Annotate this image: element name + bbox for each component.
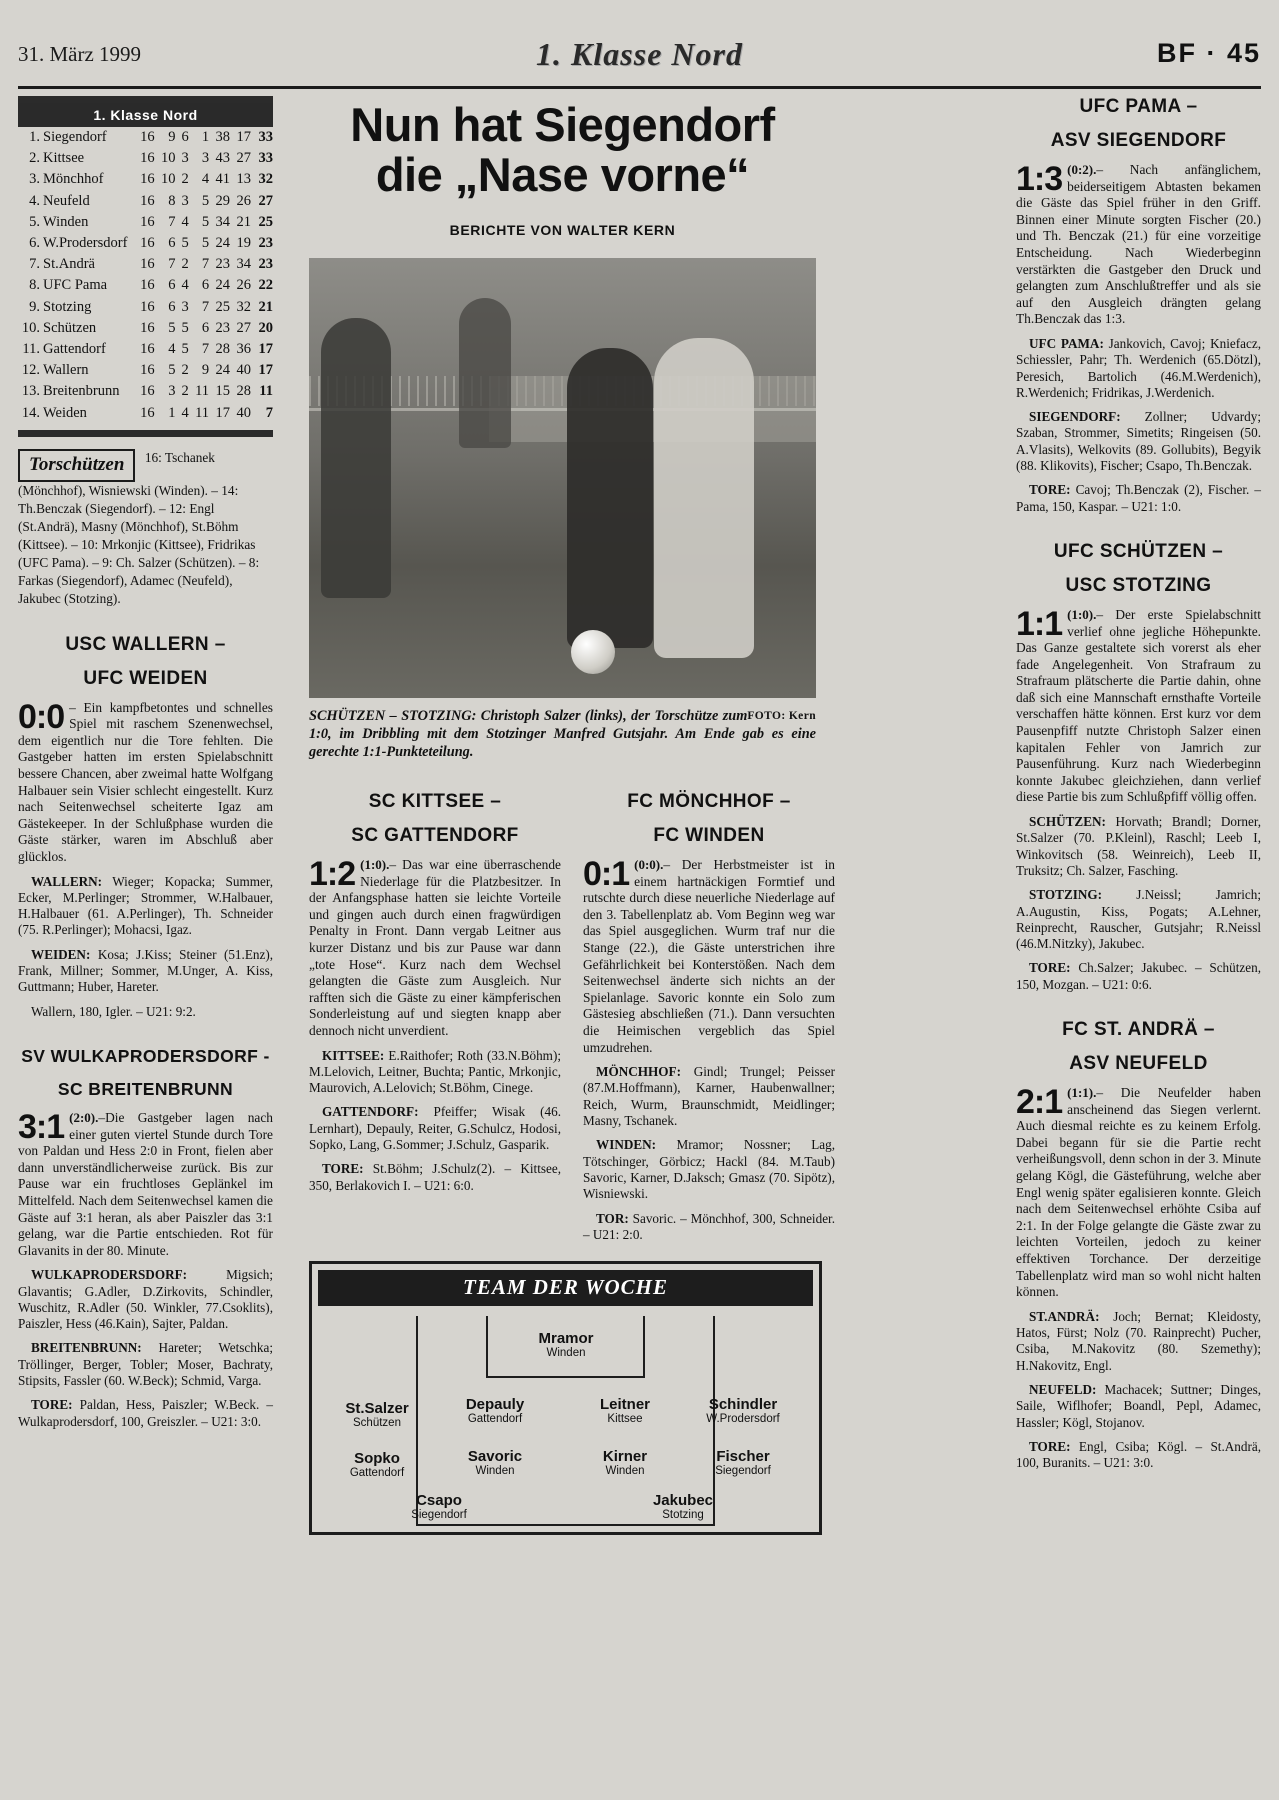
byline: BERICHTE VON WALTER KERN <box>449 222 676 238</box>
lineup-stotzing <box>1016 887 1261 952</box>
goals-text-wulka: Paldan, Hess, Paiszler; W.Beck. – Wulkaprodersdorf, 100, Greiszler. – U21: 3:0. <box>18 1397 274 1429</box>
player-club: Siegendorf <box>715 1465 771 1478</box>
table-row: 13. Breitenbrunn 16 3 2 11 15 28 11 <box>21 383 273 400</box>
score-standrae-neufeld: 2:1 <box>1016 1083 1063 1121</box>
player-club: Winden <box>546 1347 586 1360</box>
lineup-text-breitenbrunn: Hareter; Wetschka; Tröllinger, Berger, Tobler; Moser, Bachraty, Stipsits, Fassler (60. W.Beck); Schmid, Varga. <box>18 1340 273 1389</box>
lineup-label-stotzing: STOTZING: <box>1029 887 1103 903</box>
lineup-gattendorf <box>309 1104 561 1153</box>
player-club: Gattendorf <box>349 1467 405 1480</box>
lineup-pama <box>1016 336 1261 401</box>
goals-text-pama: Cavoj; Th.Benczak (2), Fischer. – Pama, 150, Kaspar. – U21: 1:0. <box>1016 482 1261 514</box>
lineup-wallern <box>18 874 273 939</box>
halftime-kittsee-gattendorf: (1:0). <box>360 857 390 872</box>
player-name: Kirner <box>602 1448 648 1466</box>
divider-standings-bottom <box>18 430 273 437</box>
lineup-label-wallern: WALLERN: <box>31 873 103 889</box>
lineup-wulkaprodersdorf <box>18 1267 273 1332</box>
match-home-kittsee: SC KITTSEE – <box>368 791 502 812</box>
lineup-text-neufeld: Machacek; Suttner; Dinges, Saile, Wiflhofer; Boandl, Pepl, Adamec, Hassler; Kögl, Stojanov. <box>1016 1381 1261 1430</box>
match-home-wallern: USC WALLERN – <box>65 633 226 655</box>
lineup-text-schuetzen: Horvath; Brandl; Dorner, St.Salzer (70. P.Kleinl), Raschl; Leeb I, Winkovitsch (58. Weinreich), Leeb II, Truksitz; Ch. Salzer, Fasching. <box>1016 814 1261 878</box>
match-away-neufeld: ASV NEUFELD <box>1069 1053 1208 1074</box>
match-title-wulka-breitenbrunn <box>18 1046 273 1100</box>
report-standrae-neufeld <box>1016 1085 1261 1301</box>
table-row: 2. Kittsee 16 10 3 3 43 27 33 <box>29 150 273 167</box>
score-wulka-breitenbrunn: 3:1 <box>18 1107 65 1146</box>
table-row: 14. Weiden 16 1 4 11 17 40 7 <box>21 404 273 421</box>
report-moenchhof-winden <box>583 857 835 1056</box>
match-title-pama-siegendorf <box>1016 96 1261 152</box>
report-text-schuetzen-stotzing: – Der erste Spielabschnitt verlief ohne jegliche Höhepunkte. Das Ganze gestaltete sich vorerst als eher fade Angelegenheit. Von Strafraum zu Strafraum plätscherte die Partie dahin, ohne daß sich eine Mannschaft ernsthafte Vorteile verschaffen hätte können. Erst kurz vor dem Pausenpfiff nutzte Christoph Salzer einen kapitalen Fehler von Jamrich zur Pausenführung. Kurz nach Wiederbeginn konnte Jakubec gleichziehen, dann verlief diese Partie bis zum Schlußpfiff völlig offen. <box>1016 606 1261 805</box>
player-name: Fischer <box>716 1448 770 1466</box>
report-schuetzen-stotzing <box>1016 604 1261 806</box>
column-center <box>290 96 835 1535</box>
top-scorers-label: Torschützen <box>18 449 135 482</box>
lineup-winden <box>583 1137 835 1202</box>
player-slot-def-4 <box>678 1396 808 1425</box>
lineup-label-standrae: ST.ANDRÄ: <box>1029 1308 1100 1324</box>
player-slot-mid-3 <box>560 1448 690 1477</box>
goals-standrae-neufeld <box>1016 1439 1261 1472</box>
player-club: Schützen <box>353 1417 401 1430</box>
player-club: W.Prodersdorf <box>706 1413 780 1426</box>
player-name: Leitner <box>599 1396 650 1414</box>
match-home-moenchhof: FC MÖNCHHOF – <box>627 791 791 812</box>
lineup-kittsee <box>309 1048 561 1097</box>
player-name: St.Salzer <box>345 1400 409 1418</box>
goals-moenchhof-winden <box>583 1211 835 1244</box>
player-slot-mid-1 <box>312 1450 442 1479</box>
match-home-schuetzen: UFC SCHÜTZEN – <box>1053 540 1224 562</box>
lineup-schuetzen <box>1016 814 1261 879</box>
photo-player-left <box>321 318 391 598</box>
table-row: 3. Mönchhof 16 10 2 4 41 13 32 <box>29 171 273 188</box>
lineup-text-wulkaprodersdorf: Migsich; Glavantis; G.Adler, D.Zirkovits, Schindler, Wuschitz, R.Adler (50. Winkler, 77.Csoklits), Paiszler, Hess (46.Kain), Sajter, Paldan. <box>18 1267 273 1332</box>
lineup-moenchhof <box>583 1064 835 1129</box>
goals-label-standrae: TORE: <box>1029 1438 1071 1454</box>
player-club: Winden <box>605 1465 645 1478</box>
lineup-label-schuetzen: SCHÜTZEN: <box>1029 814 1106 830</box>
halftime-wulka-breitenbrunn: (2:0). <box>69 1109 99 1125</box>
goals-pama-siegendorf <box>1016 482 1261 515</box>
score-kittsee-gattendorf: 1:2 <box>309 855 356 893</box>
divider-top <box>18 96 273 103</box>
lineup-label-gattendorf: GATTENDORF: <box>322 1104 419 1120</box>
player-name: Savoric <box>467 1448 523 1466</box>
player-name: Mramor <box>538 1330 594 1348</box>
photo-credit: FOTO: Kern <box>747 710 816 722</box>
player-slot-def-3 <box>560 1396 690 1425</box>
player-club: Gattendorf <box>467 1413 523 1426</box>
goals-text-standrae: Engl, Csiba; Kögl. – St.Andrä, 100, Buranits. – U21: 3:0. <box>1016 1438 1261 1471</box>
player-name: Schindler <box>708 1396 778 1414</box>
goals-label-kittsee: TORE: <box>322 1161 364 1177</box>
subcolumn-moenchhof <box>583 783 835 1243</box>
player-slot-fw-2 <box>618 1492 748 1521</box>
goals-wulka-breitenbrunn <box>18 1397 273 1430</box>
lineup-label-weiden: WEIDEN: <box>31 946 91 962</box>
table-row: 4. Neufeld 16 8 3 5 29 26 27 <box>29 192 273 209</box>
player-club: Stotzing <box>662 1509 704 1522</box>
match-home-standrae: FC ST. ANDRÄ – <box>1062 1019 1215 1040</box>
photo-player-back <box>459 298 511 448</box>
center-subcolumns <box>309 783 835 1243</box>
report-text-kittsee-gattendorf: – Das war eine überraschende Niederlage für die Platzbesitzer. In der Anfangsphase hatten sie leichte Vorteile und gingen auch durch einen fragwürdigen Penalty in Front. Dann vergab Leitner aus kurzer Distanz und bis zur Pause war dann „tote Hose“. Kurz nach dem Wechsel gelangten die Gäste zum Ausgleich. Nur rafften sich die Gäste zu einer kämpferischen Sonderleistung auf und siegten knapp aber dennoch nicht unverdient. <box>309 857 561 1038</box>
photo-caption <box>309 707 816 761</box>
score-moenchhof-winden: 0:1 <box>583 855 630 893</box>
report-text-pama-siegendorf: – Nach anfänglichem, beiderseitigem Abtasten bekamen die Gäste das Spiel früher in den Griff. Binnen einer Minute sorgten Fischer (20.) und Th. Benczak (21.) für eine vorzeitige Entscheidung. Nach Wiederbeginn verstärkten die Gastgeber den Druck und gelangten zum Anschlußtreffer und als sie auf den Ausgleich drängten gelang Th.Benczak das 1:3. <box>1016 162 1261 327</box>
halftime-standrae-neufeld: (1:1). <box>1067 1085 1097 1100</box>
report-text-moenchhof-winden: – Der Herbstmeister ist in einem hartnäckigen Formtief und rutschte durch diese neuerliche Niederlage auf den 3. Tabellenplatz ab. Vom Beginn weg war das Spiel ausgeglichen. Wurm traf nur die Stange (22.), die Gäste unterstrichen ihre Gefährlichkeit bei Konterstößen. Nach dem Seitenwechsel änderte sich nichts an der Spielanlage. Savoric konnte ein Solo zum Gästesieg abschließen (71.). Dann versuchten die Heimischen vergeblich das Spiel umzudrehen. <box>583 857 835 1055</box>
goals-label-wulka: TORE: <box>31 1397 73 1413</box>
standings-caption: 1. Klasse Nord <box>18 103 273 127</box>
player-name: Jakubec <box>652 1492 714 1510</box>
column-left <box>18 96 273 1430</box>
table-row: 9. Stotzing 16 6 3 7 25 32 21 <box>29 298 273 315</box>
player-club: Kittsee <box>607 1413 643 1426</box>
match-away-siegendorf: ASV SIEGENDORF <box>1050 130 1227 151</box>
player-slot-def-1 <box>312 1400 442 1429</box>
photo-player-schuetzen <box>567 348 653 648</box>
photo-player-stotzing <box>654 338 754 658</box>
table-row: 5. Winden 16 7 4 5 34 21 25 <box>29 213 273 230</box>
player-club: Siegendorf <box>411 1509 467 1522</box>
goals-text-moenchhof: Savoric. – Mönchhof, 300, Schneider. – U21: 2:0. <box>583 1210 836 1242</box>
match-title-schuetzen-stotzing <box>1016 541 1261 597</box>
photo-caption-text: SCHÜTZEN – STOTZING: Christoph Salzer (links), der Torschütze zum 1:0, im Dribbling mit dem Stotzinger Manfred Gutsjahr. Am Ende gab es eine gerechte 1:1-Punkteteilung. <box>309 708 816 760</box>
halftime-pama-siegendorf: (0:2). <box>1067 162 1097 177</box>
match-away-weiden: UFC WEIDEN <box>83 667 208 689</box>
lineup-siegendorf <box>1016 409 1261 474</box>
table-row: 10. Schützen 16 5 5 6 23 27 20 <box>21 319 273 336</box>
top-scorers-block <box>18 449 273 608</box>
team-of-the-week <box>309 1261 822 1535</box>
goals-text-kittsee: St.Böhm; J.Schulz(2). – Kittsee, 350, Berlakovich I. – U21: 6:0. <box>309 1161 561 1193</box>
table-row: 12. Wallern 16 5 2 9 24 40 17 <box>21 362 273 379</box>
team-of-the-week-pitch <box>318 1310 813 1526</box>
lineup-breitenbrunn <box>18 1340 273 1389</box>
lineup-text-kittsee: E.Raithofer; Roth (33.N.Böhm); M.Lelovich, Leitner, Buchta; Pantic, Mrkonjic, Maurovich, A.Lelovich; St.Böhm, Cinege. <box>309 1047 561 1096</box>
goals-text-schuetzen: Ch.Salzer; Jakubec. – Schützen, 150, Mozgan. – U21: 0:6. <box>1016 960 1261 992</box>
match-away-breitenbrunn: SC BREITENBRUNN <box>57 1078 234 1099</box>
goals-label-moenchhof: TOR: <box>596 1210 629 1226</box>
masthead-title: 1. Klasse Nord <box>536 36 743 72</box>
main-headline <box>290 100 835 200</box>
report-wulka-breitenbrunn <box>18 1107 273 1259</box>
lineup-label-wulkaprodersdorf: WULKAPRODERSDORF: <box>31 1267 188 1283</box>
lineup-label-moenchhof: MÖNCHHOF: <box>596 1064 681 1080</box>
lineup-label-kittsee: KITTSEE: <box>322 1047 385 1063</box>
page-number: BF · 45 <box>1156 38 1261 68</box>
lineup-neufeld <box>1016 1382 1261 1431</box>
player-name: Sopko <box>354 1450 400 1468</box>
match-away-stotzing: USC STOTZING <box>1065 574 1212 596</box>
report-kittsee-gattendorf <box>309 857 561 1040</box>
player-name: Depauly <box>465 1396 525 1414</box>
footer-wallern-weiden: Wallern, 180, Igler. – U21: 9:2. <box>31 1003 196 1019</box>
lineup-text-standrae: Joch; Bernat; Kleidosty, Hatos, Fürst; Nolz (70. Rainprecht) Pucher, Csiba, M.Nakovitz (80. Szemethy); H.Nakovitz, Engl. <box>1016 1308 1261 1373</box>
match-title-wallern-weiden <box>18 634 273 690</box>
lineup-text-pama: Jankovich, Cavoj; Kniefacz, Schiessler, Pahr; Th. Werdenich (65.Dötzl), Peresich, Bartolich (46.M.Werdenich), R.Werdenich; Fridrikas, J.Werdenich. <box>1016 335 1261 400</box>
lineup-standrae <box>1016 1309 1261 1374</box>
match-home-pama: UFC PAMA – <box>1079 96 1198 117</box>
match-title-standrae-neufeld <box>1016 1019 1261 1075</box>
report-text-wulka-breitenbrunn: –Die Gastgeber lagen nach einer guten viertel Stunde durch Tore von Paldan und Hess 2:0 in Front, fielen aber dann unverständlicherweise zurück. Bis zur Pause war ein fruchtloses Geplänkel im Mittelfeld. Nach dem Seitenwechsel kamen die Gäste auf 3:1 heran, als aber Paiszler das 3:1 gelang, war die Partie entschieden. Rot für Glavanits in der 80. Minute. <box>18 1109 273 1258</box>
table-row: 6. W.Prodersdorf 16 6 5 5 24 19 23 <box>29 235 273 252</box>
match-title-kittsee-gattendorf <box>309 791 561 847</box>
lineup-text-stotzing: J.Neissl; Jamrich; A.Augustin, Kiss, Pogats; A.Lehner, Reinprecht, Rauscher, Gutsjahr; R.Neissl (46.M.Nitzky), Jakubec. <box>1016 887 1261 952</box>
team-of-the-week-title: TEAM DER WOCHE <box>318 1270 813 1306</box>
player-slot-gk <box>501 1330 631 1359</box>
headline-line-2: die „Nase vorne“ <box>375 148 750 201</box>
goals-label-schuetzen: TORE: <box>1029 960 1071 976</box>
match-photo <box>309 258 816 698</box>
report-wallern-weiden <box>18 697 273 866</box>
match-away-gattendorf: SC GATTENDORF <box>351 825 519 846</box>
lineup-text-weiden: Kosa; J.Kiss; Steiner (51.Enz), Frank, Millner; Sommer, M.Unger, A. Kiss, Guttmann; Huber, Hareter. <box>18 946 274 995</box>
page-header <box>18 30 1261 89</box>
photo-football <box>571 630 615 674</box>
goals-label-pama: TORE: <box>1029 482 1071 498</box>
subcolumn-kittsee <box>309 783 561 1243</box>
lineup-text-winden: Mramor; Nossner; Lag, Tötschinger, Görbicz; Hackl (84. M.Taub) Savoric, Karner, D.Jaksch; Gmasz (70. Sipötz), Wisniewski. <box>583 1137 835 1202</box>
match-home-wulkaprodersdorf: SV WULKAPRODERSDORF - <box>21 1045 270 1066</box>
lineup-label-siegendorf: SIEGENDORF: <box>1029 409 1121 425</box>
lineup-label-winden: WINDEN: <box>596 1137 657 1153</box>
goals-kittsee-gattendorf <box>309 1161 561 1194</box>
lineup-text-siegendorf: Zollner; Udvardy; Szaban, Strommer, Simetits; Ringeisen (50. A.Vlasits), Welkovits (89. Gollubits), Begyik (88. Klikovits), Fischer; Csapo, Th.Benczak. <box>1016 409 1261 474</box>
lineup-label-breitenbrunn: BREITENBRUNN: <box>31 1340 142 1356</box>
lineup-label-pama: UFC PAMA: <box>1029 335 1104 351</box>
table-row: 11. Gattendorf 16 4 5 7 28 36 17 <box>22 340 273 357</box>
table-row: 7. St.Andrä 16 7 2 7 23 34 23 <box>29 256 273 273</box>
lineup-weiden <box>18 947 273 996</box>
score-pama-siegendorf: 1:3 <box>1016 160 1063 198</box>
lineup-label-neufeld: NEUFELD: <box>1029 1381 1097 1397</box>
lineup-text-wallern: Wieger; Kopacka; Summer, Ecker, M.Perlinger; Strommer, W.Halbauer, H.Halbauer (61. A.Perlinger), Th. Schneider (75. R.Perlinger); Mohacsi, Igaz. <box>18 873 273 938</box>
report-pama-siegendorf <box>1016 162 1261 328</box>
match-title-moenchhof-winden <box>583 791 835 847</box>
player-club: Winden <box>475 1465 515 1478</box>
report-text-wallern-weiden: – Ein kampfbetontes und schnelles Spiel mit raschem Szenenwechsel, dem eigentlich nur die Tore fehlten. Die Gastgeber hatten im ersten Spielabschnitt bessere Chancen, aber zweimal hatte Wolfgang Halbauer sein Visier schlecht eingestellt. Kurz nach Seitenwechsel scheiterte Igaz am Gästekeeper. In der Schlußphase wurden die Gäste stärker, waren im Abschluß aber glücklos. <box>18 699 273 864</box>
lineup-text-gattendorf: Pfeiffer; Wisak (46. Lernhart), Depauly, Reiter, G.Schulcz, Hodosi, Sopko, Lang, G.Sommer; J.Schulz, Gasparik. <box>309 1104 562 1153</box>
table-row: 1. Siegendorf 16 9 6 1 38 17 33 <box>29 129 273 146</box>
player-slot-mid-2 <box>430 1448 560 1477</box>
lineup-text-moenchhof: Gindl; Trungel; Peisser (87.M.Hoffmann), Karner, Haubenwallner; Reich, Wurm, Braunschmidt, Meidlinger; Masny, Tschanek. <box>583 1064 835 1129</box>
halftime-schuetzen-stotzing: (1:0). <box>1067 606 1097 622</box>
issue-date: 31. März 1999 <box>18 42 142 66</box>
player-name: Csapo <box>416 1492 462 1510</box>
match-away-winden: FC WINDEN <box>653 825 765 846</box>
halftime-moenchhof-winden: (0:0). <box>634 857 664 872</box>
table-row: 8. UFC Pama 16 6 4 6 24 26 22 <box>29 277 273 294</box>
column-right <box>1016 96 1261 1471</box>
headline-line-1: Nun hat Siegendorf <box>350 98 775 151</box>
standings-table <box>18 127 273 424</box>
goals-schuetzen-stotzing <box>1016 960 1261 993</box>
top-scorers-text: 16: Tschanek (Mönchhof), Wisniewski (Winden). – 14: Th.Benczak (Siegendorf). – 12: Engl (St.Andrä), Masny (Mönchhof), St.Böhm (Kittsee). – 10: Mrkonjic (Kittsee), Fridrikas (UFC Pama). – 9: Ch. Salzer (Schützen). – 8: Farkas (Siegendorf), Adamec (Neufeld), Jakubec (Stotzing). <box>18 449 260 606</box>
player-slot-fw-1 <box>374 1492 504 1521</box>
player-slot-def-2 <box>430 1396 560 1425</box>
report-text-standrae-neufeld: – Die Neufelder haben anscheinend das Siegen verlernt. Auch diesmal reichte es zu keinem Erfolg. Dabei begann für sie die Partie recht verheißungsvoll, denn schon in der 3. Minute gelang Kögl, die Gästeführung, welche aber Engl wenig später egalisieren konnte. Gleich nach dem Seitenwechsel erhöhte Csiba auf 2:1. In der Folge gelangte die Gäste zwar zu leichten Vorteilen, jedoch zu keiner effektiven Torchance. Der derzeitige Tabellenplatz wird man so wohl nicht halten können. <box>1016 1085 1261 1300</box>
score-wallern-weiden: 0:0 <box>18 697 65 736</box>
score-schuetzen-stotzing: 1:1 <box>1016 604 1063 643</box>
player-slot-mid-4 <box>678 1448 808 1477</box>
